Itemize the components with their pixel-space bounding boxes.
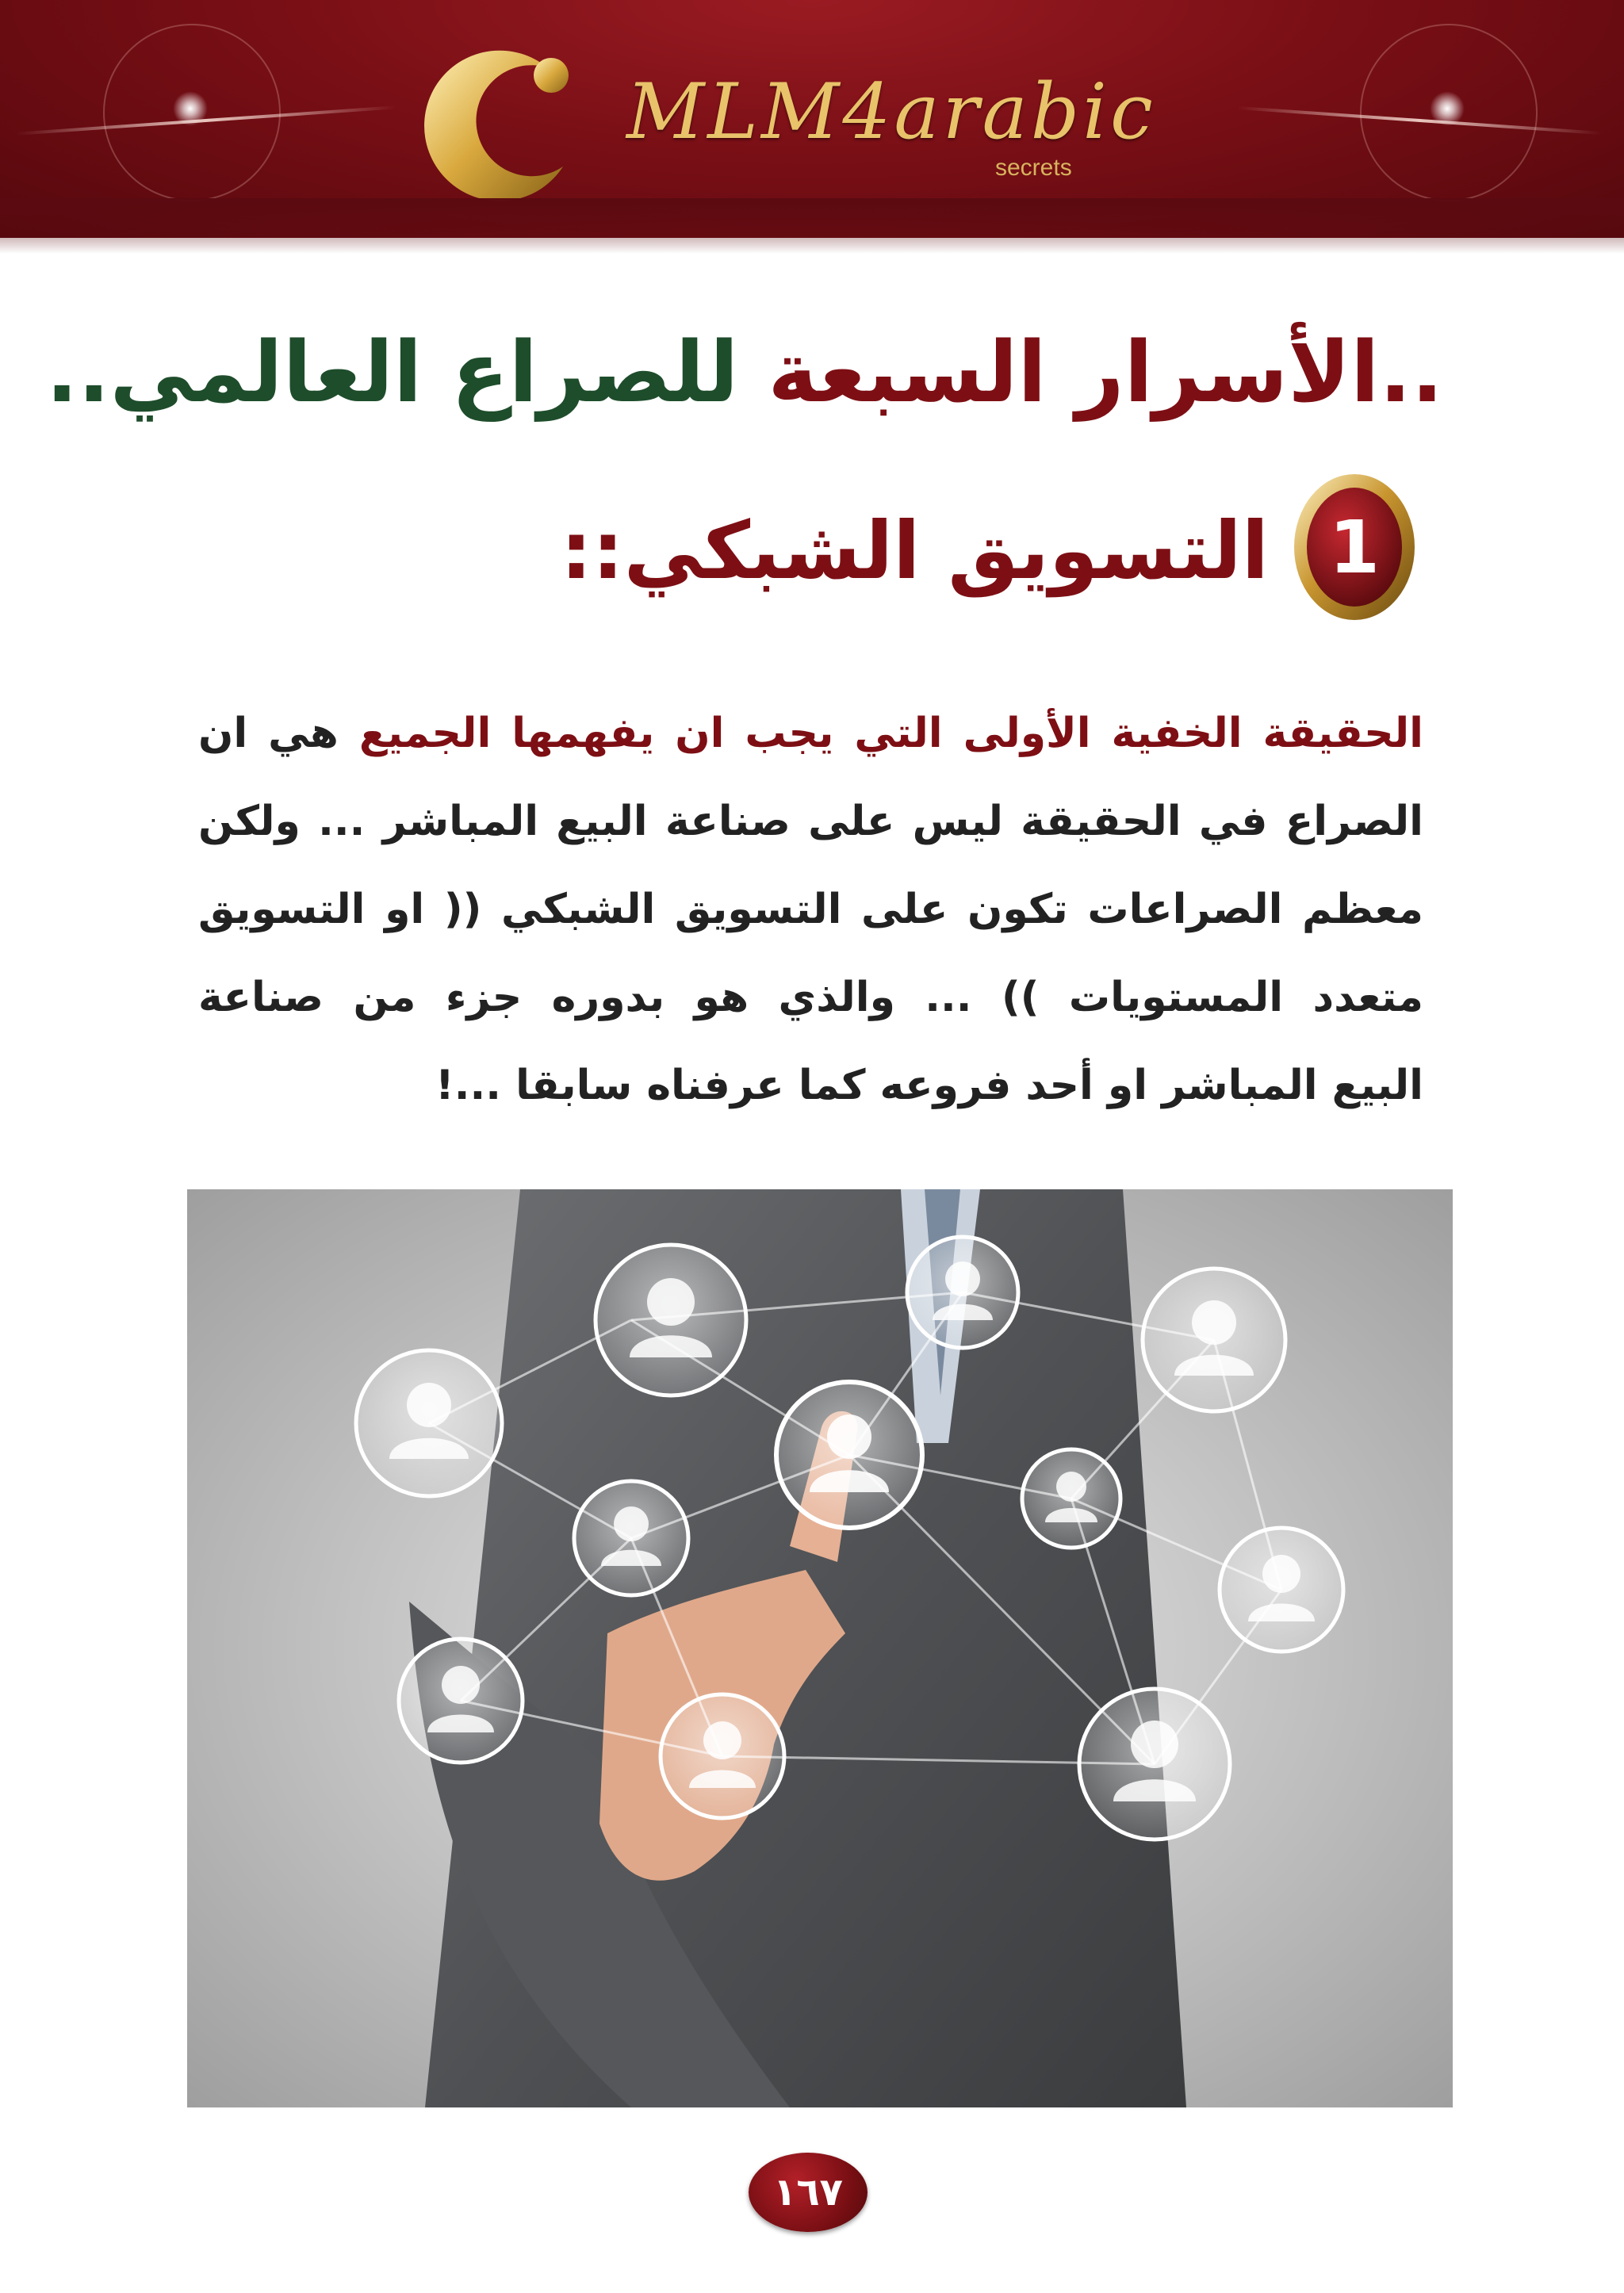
page-title — [45, 313, 1443, 432]
user-node-icon — [1079, 1689, 1230, 1839]
paragraph-highlight: الحقيقة الخفية الأولى التي يجب ان يفهمها الجميع — [358, 710, 1423, 757]
sparkle-icon-left — [173, 91, 208, 126]
user-node-icon — [399, 1639, 523, 1763]
user-node-icon — [1220, 1528, 1343, 1652]
network-illustration — [187, 1189, 1453, 2107]
paragraph-line-2: الصراع في الحقيقة ليس على صناعة البيع المباشر ... ولكن — [198, 798, 1423, 845]
paragraph-line-4: متعدد المستويات )) ... والذي هو بدوره جزء من صناعة — [198, 974, 1423, 1021]
page-title-part2: للصراع العالمي.. — [45, 323, 739, 421]
user-node-icon — [356, 1350, 502, 1496]
brand-tagline: secrets — [995, 155, 1072, 181]
body-paragraph — [198, 690, 1423, 1130]
crescent-logo-icon — [412, 32, 587, 206]
section-number-text: 1 — [1328, 505, 1381, 590]
page-number: ١٦٧ — [749, 2153, 868, 2232]
network-diagram-image — [187, 1189, 1453, 2107]
user-node-icon — [1143, 1269, 1285, 1411]
user-node-icon — [661, 1694, 784, 1818]
user-node-icon — [776, 1382, 922, 1528]
paragraph-line-1 — [198, 690, 1423, 778]
user-node-icon — [1022, 1449, 1120, 1548]
header-fade — [0, 198, 1624, 254]
sparkle-icon-right — [1430, 91, 1465, 126]
section-number-badge — [1291, 468, 1418, 626]
brand-logo — [412, 32, 1253, 206]
user-node-icon — [574, 1481, 688, 1595]
paragraph-line-1-rest: هي ان — [198, 710, 359, 757]
paragraph-line-5: البيع المباشر او أحد فروعه كما عرفناه سابقا ...! — [435, 1062, 1423, 1109]
page-title-part1: ..الأسرار السبعة — [738, 323, 1443, 421]
section-heading: التسويق الشبكي:: — [560, 504, 1269, 597]
paragraph-line-3: معظم الصراعات تكون على التسويق الشبكي (( او التسويق — [198, 886, 1423, 933]
user-node-icon — [596, 1245, 746, 1395]
user-node-icon — [907, 1237, 1018, 1348]
brand-name: MLM4arabic — [626, 67, 1156, 156]
